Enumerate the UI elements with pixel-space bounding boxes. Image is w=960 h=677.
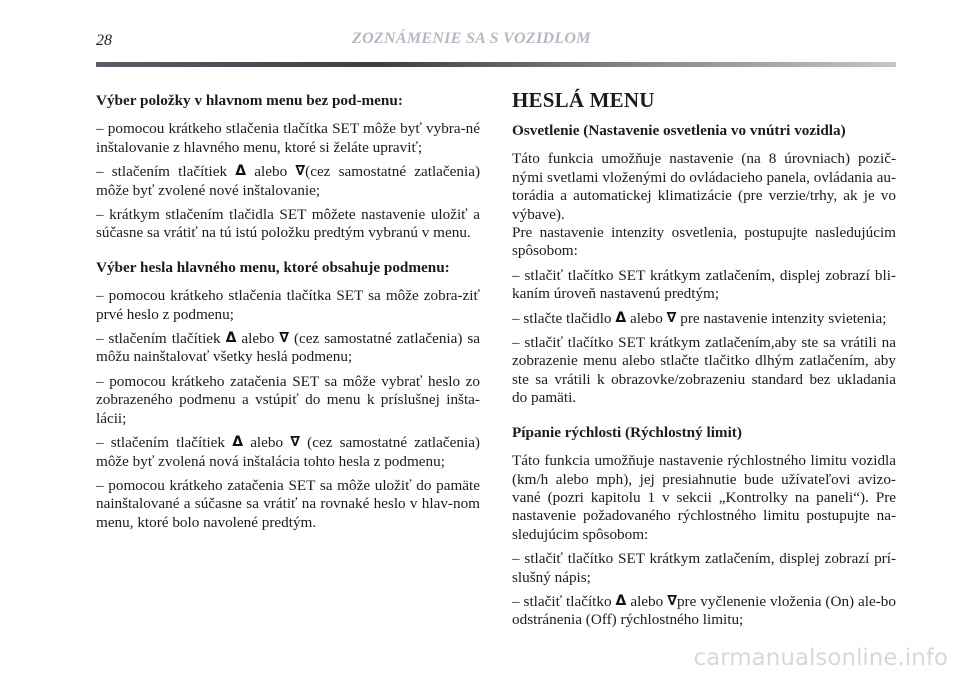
triangle-down-icon: ∇ — [295, 163, 306, 180]
section-heading: HESLÁ MENU — [512, 88, 655, 112]
paragraph: – stlačiť tlačítko SET krátkym zatlačením,aby ste sa vrátili na zobrazenie menu alebo stlačte tlačitko dlhým zatlačením, aby ste sa vrátili k obrazovke/zobrazeniu standard bez ukladania do pamäti. — [512, 334, 896, 407]
paragraph: – pomocou krátkeho stlačenia tlačítka SET môže byť vybra-né inštalovanie z hlavného menu, ktoré si želáte upraviť; — [96, 120, 480, 156]
subheading-menu-item: Výber položky v hlavnom menu bez pod-menu: — [96, 92, 403, 109]
paragraph: Táto funkcia umožňuje nastavenie rýchlostného limitu vozidla (km/h alebo mph), jej presiahnutie bude užívateľovi avizo-vané (pozri kapitolu 1 v sekcii „Kontrolky na paneli“). Pre nastavenie požadovaného rýchlostného limitu postupujte na-sledujúcim spôsobom: — [512, 452, 896, 543]
paragraph: – stlačiť tlačítko SET krátkym zatlačením, displej zobrazí bli-kaním úroveň nastavenú predtým; — [512, 266, 896, 303]
triangle-up-icon: Δ — [615, 592, 627, 609]
page-number: 28 — [96, 32, 112, 49]
running-head: ZOZNÁMENIE SA S VOZIDLOM — [352, 30, 591, 47]
triangle-down-icon: ∇ — [667, 592, 677, 609]
triangle-down-icon: ∇ — [290, 434, 300, 451]
triangle-up-icon: Δ — [235, 163, 247, 180]
watermark: carmanualsonline.info — [693, 645, 948, 671]
paragraph: – stlačením tlačítiek Δ alebo ∇ (cez samostatné zatlačenia) sa môžu nainštalovať všetky heslá podmenu; — [96, 330, 481, 366]
paragraph: Pre nastavenie intenzity osvetlenia, postupujte nasledujúcim spôsobom: — [512, 224, 896, 260]
paragraph: – stlačiť tlačítko Δ alebo ∇pre vyčlenenie vloženia (On) ale-bo odstránenia (Off) rýchlostného limitu; — [512, 592, 896, 629]
subheading-lighting: Osvetlenie (Nastavenie osvetlenia vo vnútri vozidla) — [512, 122, 846, 139]
triangle-up-icon: Δ — [615, 309, 627, 326]
triangle-up-icon: Δ — [232, 434, 244, 451]
paragraph: Táto funkcia umožňuje nastavenie (na 8 úrovniach) pozič-nými svetlami vloženými do ovládacieho panela, ovládania au-torádia a automatickej klimatizácie (pre verzie/trhy, ak je vo výbave). — [512, 150, 896, 223]
paragraph: – pomocou krátkeho zatačenia SET sa môže uložiť do pamäte nainštalované a súčasne sa vrátiť na rovnaké heslo v hlav-nom menu, ktoré bolo navolené predtým. — [96, 476, 480, 531]
paragraph: – stlačením tlačítiek Δ alebo ∇ (cez samostatné zatlačenia) môže byť zvolená nová inštalácia tohto hesla z podmenu; — [96, 434, 480, 470]
triangle-up-icon: Δ — [225, 330, 237, 347]
left-column — [96, 92, 480, 538]
paragraph: – krátkym stlačením tlačidla SET môžete nastavenie uložiť a súčasne sa vrátiť na tú istú položku predtým vybranú v menu. — [96, 206, 480, 242]
subheading-submenu: Výber hesla hlavného menu, ktoré obsahuje podmenu: — [96, 258, 450, 276]
paragraph: – pomocou krátkeho zatačenia SET sa môže vybrať heslo zo zobrazeného podmenu a vstúpiť do menu k príslušnej inšta-lácii; — [96, 372, 480, 427]
paragraph: – stlačte tlačidlo Δ alebo ∇ pre nastavenie intenzity svietenia; — [512, 309, 887, 327]
paragraph: – stlačením tlačítiek Δ alebo ∇(cez samostatné zatlačenia) môže byť zvolené nové inštalovanie; — [96, 163, 481, 199]
right-column — [512, 88, 896, 636]
header-rule — [96, 62, 896, 67]
paragraph: – pomocou krátkeho stlačenia tlačítka SET sa môže zobra-ziť prvé heslo z podmenu; — [96, 287, 480, 323]
paragraph: – stlačiť tlačítko SET krátkym zatlačením, displej zobrazí prí-slušný nápis; — [512, 550, 896, 586]
triangle-down-icon: ∇ — [279, 330, 290, 347]
subheading-speed-limit: Pípanie rýchlosti (Rýchlostný limit) — [512, 423, 742, 441]
triangle-down-icon: ∇ — [666, 309, 677, 326]
